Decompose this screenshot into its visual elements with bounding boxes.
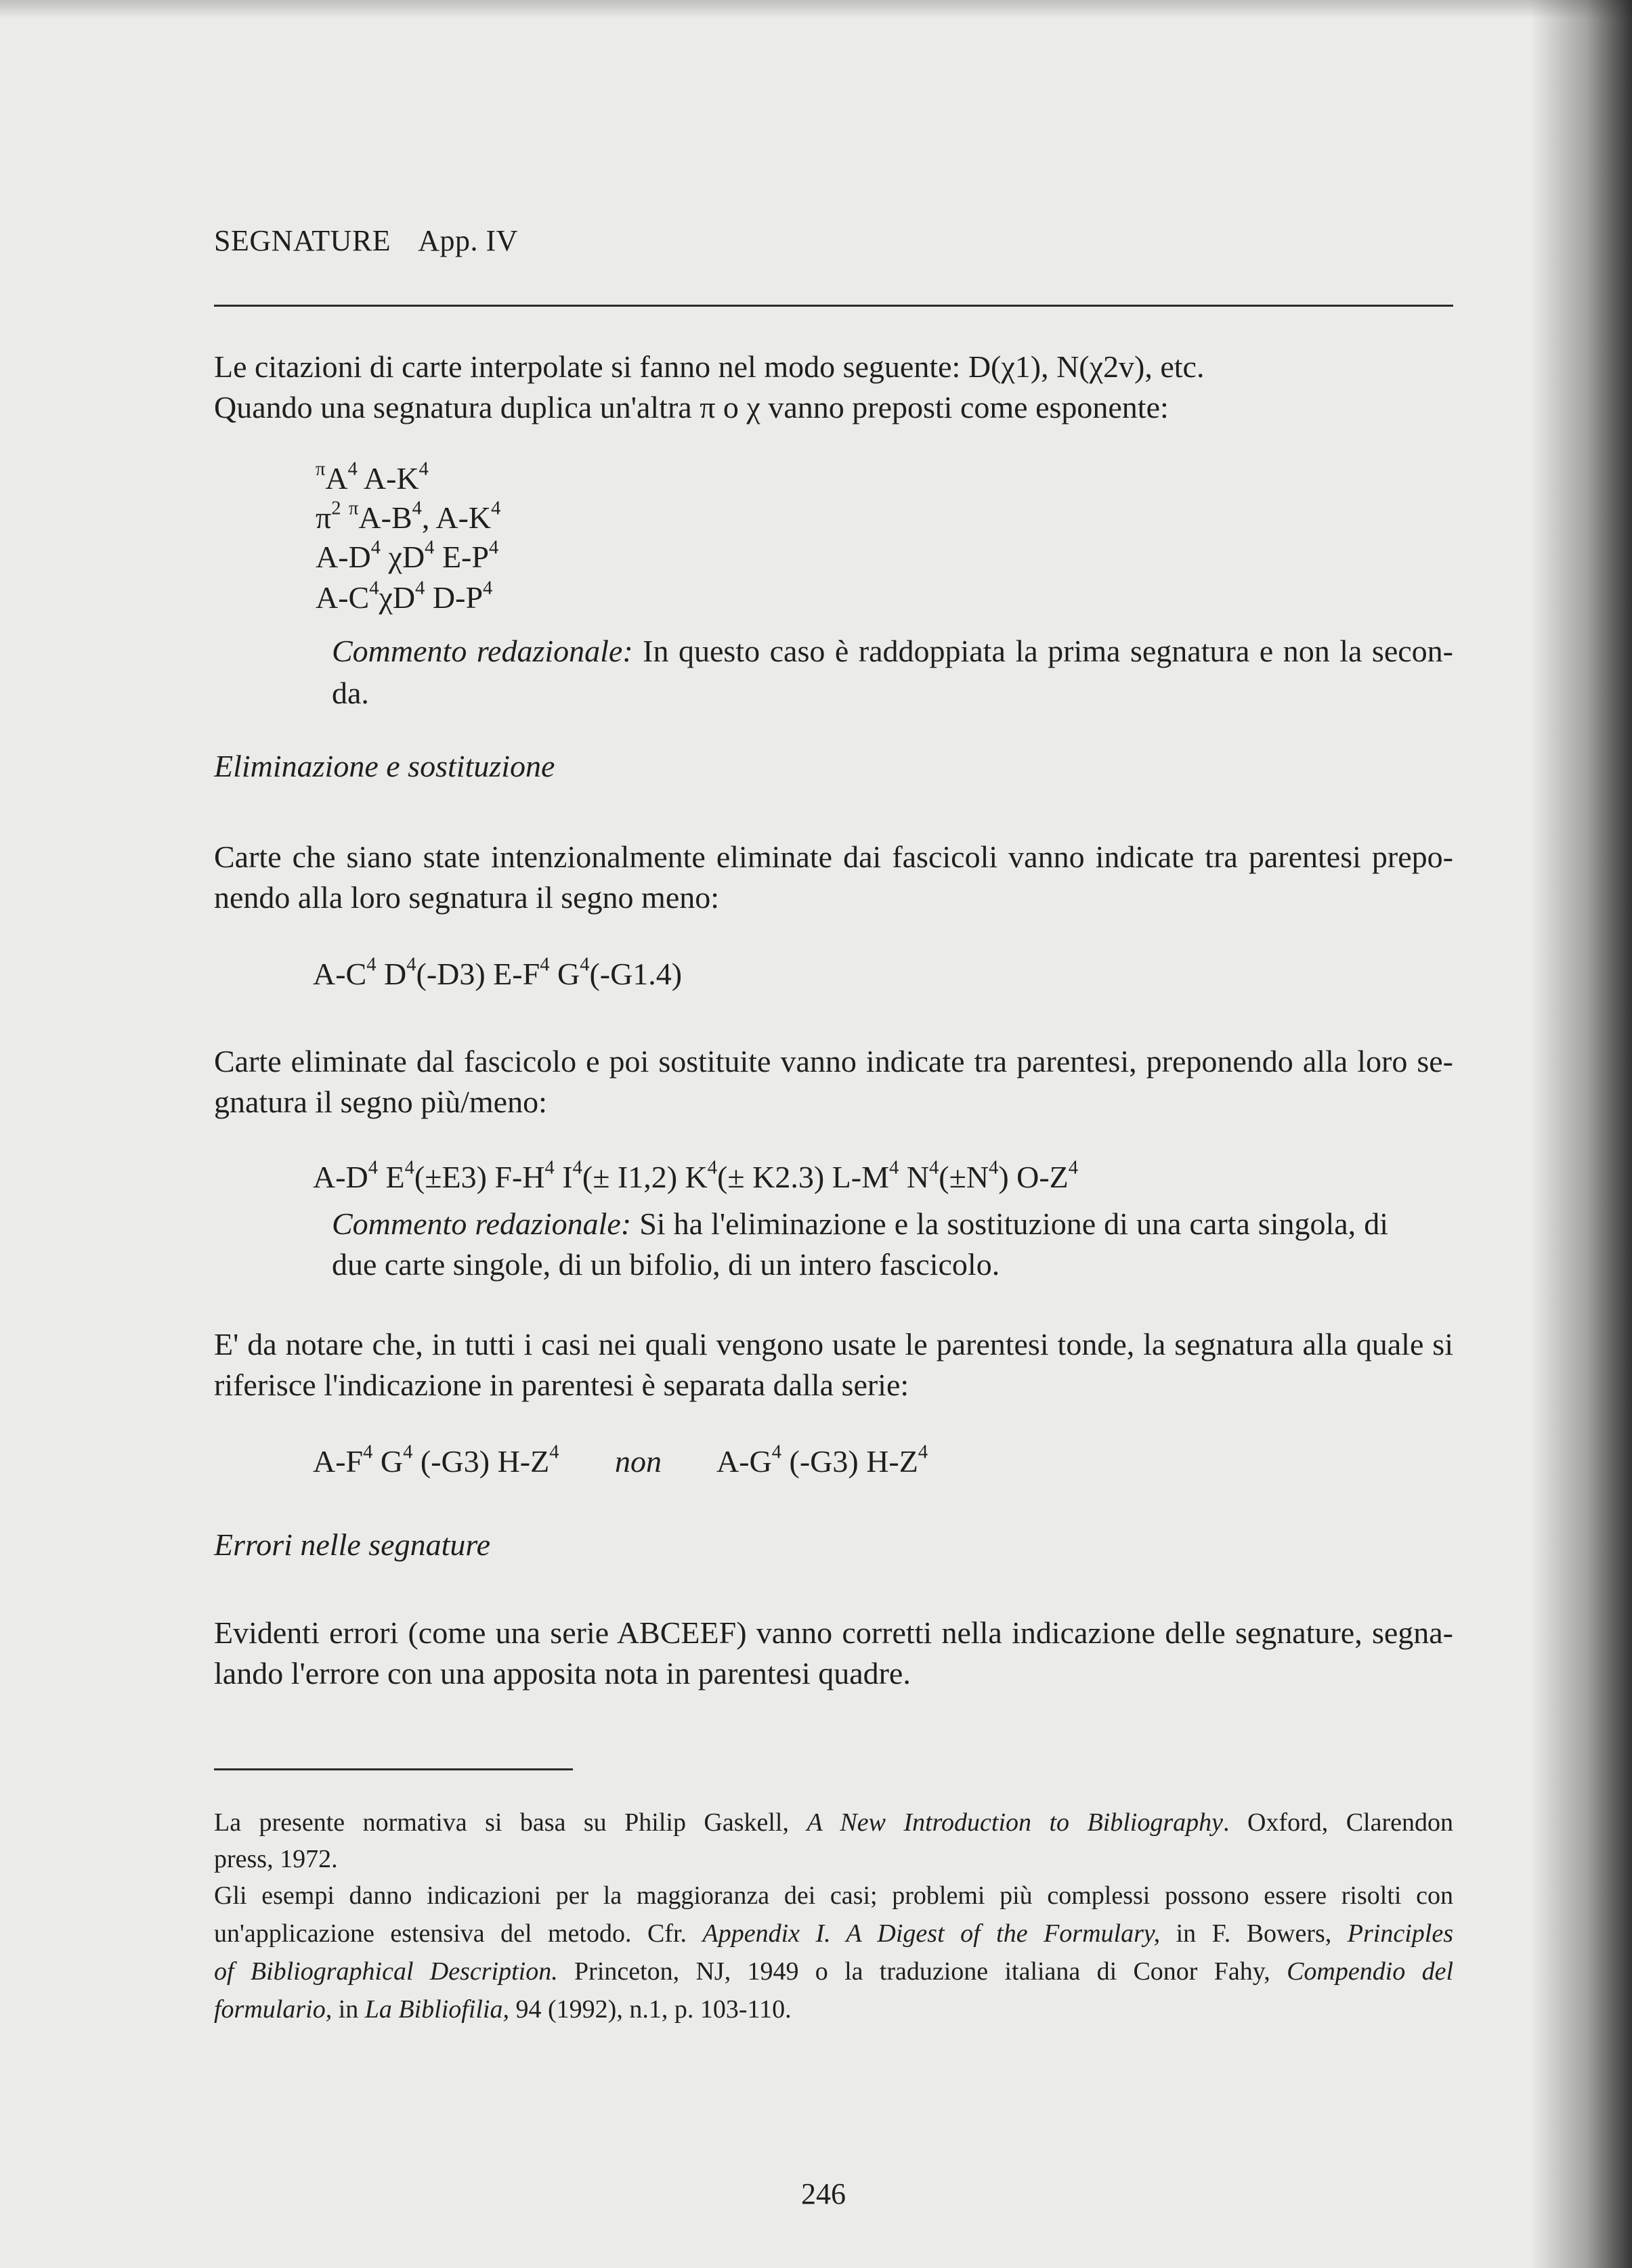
formula-minus: $A-C^4$ $D^4(-D3)$ $E-F^4$ $G^4(-G1.4)$ (313, 954, 683, 991)
section-heading-errors: Errori nelle segnature (214, 1527, 490, 1562)
footnote-2-line-4: formulario, in La Bibliofilia, 94 (1992), n.1, p. 103-110. (214, 1995, 792, 2024)
elimination-para-3-line-1: E' da notare che, in tutti i casi nei quali vengono usate le parentesi tonde, la segnatura alla quale si (214, 1327, 1453, 1361)
elimination-para-2-line-1: Carte eliminate dal fascicolo e poi sostituite vanno indicate tra parentesi, preponendo alla loro se- (214, 1044, 1453, 1078)
example-1: $^\pi A^4$ $A-K^4$ (316, 458, 429, 496)
elimination-para-1-line-2: nendo alla loro segnatura il segno meno: (214, 880, 720, 915)
header-appendix: App. IV (418, 224, 518, 257)
elimination-para-2-line-2: gnatura il segno più/meno: (214, 1085, 547, 1119)
page-gutter-shadow (1530, 0, 1632, 2268)
section-heading-elimination: Eliminazione e sostituzione (214, 749, 555, 783)
footnote-2-line-3: of Bibliographical Description. Princeton, NJ, 1949 o la traduzione italiana di Conor Fahy, Compendio del (214, 1957, 1454, 1986)
header-rule (214, 305, 1453, 307)
formula-plus-minus: $A-D^4$ $E^4(\pm E3)$ $F-H^4$ $I^4(\pm I1,2)$ $K^4(\pm K2.3)$ $L-M^4$ $N^4(\pm N^4)$ $O-Z^4$ (313, 1157, 1079, 1194)
header-title: SEGNATURE (214, 224, 391, 257)
comment-1-label: Commento redazionale: (332, 634, 633, 668)
elimination-para-3-line-2: riferisce l'indicazione in parentesi è separata dalla serie: (214, 1368, 909, 1402)
comment-2-line-2: due carte singole, di un bifolio, di un intero fascicolo. (332, 1247, 1000, 1282)
intro-line-2: Quando una segnatura duplica un'altra π o χ vanno preposti come esponente: (214, 390, 1169, 424)
example-2: $\pi^2$ $^\pi A-B^4$, $A-K^4$ (316, 498, 501, 535)
comment-1-line-2: da. (332, 676, 369, 710)
page-number: 246 (801, 2177, 846, 2210)
comment-1-line-1: Commento redazionale: In questo caso è raddoppiata la prima segnatura e non la secon- (332, 634, 1453, 668)
intro-line-1: Le citazioni di carte interpolate si fanno nel modo seguente: D(χ1), N(χ2v), etc. (214, 349, 1205, 384)
comment-2-label: Commento redazionale: (332, 1206, 632, 1241)
footnote-2-line-1: Gli esempi danno indicazioni per la maggioranza dei casi; problemi più complessi possono essere risolti con (214, 1881, 1453, 1910)
errors-para-line-1: Evidenti errori (come una serie ABCEEF) vanno corretti nella indicazione delle segnature, segna- (214, 1615, 1453, 1650)
formula-separation-b: $A-G^4$ (-G3) $H-Z^4$ (716, 1441, 928, 1479)
footnote-1-line-1: La presente normativa si basa su Philip Gaskell, A New Introduction to Bibliography. Oxford, Clarendon (214, 1808, 1453, 1837)
elimination-para-1-line-1: Carte che siano state intenzionalmente eliminate dai fascicoli vanno indicate tra parentesi prepo- (214, 839, 1453, 874)
errors-para-line-2: lando l'errore con una apposita nota in parentesi quadre. (214, 1656, 911, 1691)
formula-separation-a: $A-F^4$ $G^4$ (-G3) $H-Z^4$ (313, 1441, 559, 1479)
footnote-rule (214, 1768, 573, 1770)
footnote-1-line-2: press, 1972. (214, 1845, 338, 1873)
comment-2-line-1: Commento redazionale: Si ha l'eliminazione e la sostituzione di una carta singola, di (332, 1206, 1388, 1241)
example-4: $A-C^4\chi D^4$ $D-P^4$ (316, 577, 493, 615)
formula-non-word: non (615, 1444, 662, 1479)
footnote-2-line-2: un'applicazione estensiva del metodo. Cfr. Appendix I. A Digest of the Formulary, in F. Bowers, Principles (214, 1919, 1453, 1948)
example-3: $A-D^4$ $\chi D^4$ $E-P^4$ (316, 537, 499, 574)
page-top-shading (0, 0, 1632, 19)
running-header (214, 223, 518, 258)
